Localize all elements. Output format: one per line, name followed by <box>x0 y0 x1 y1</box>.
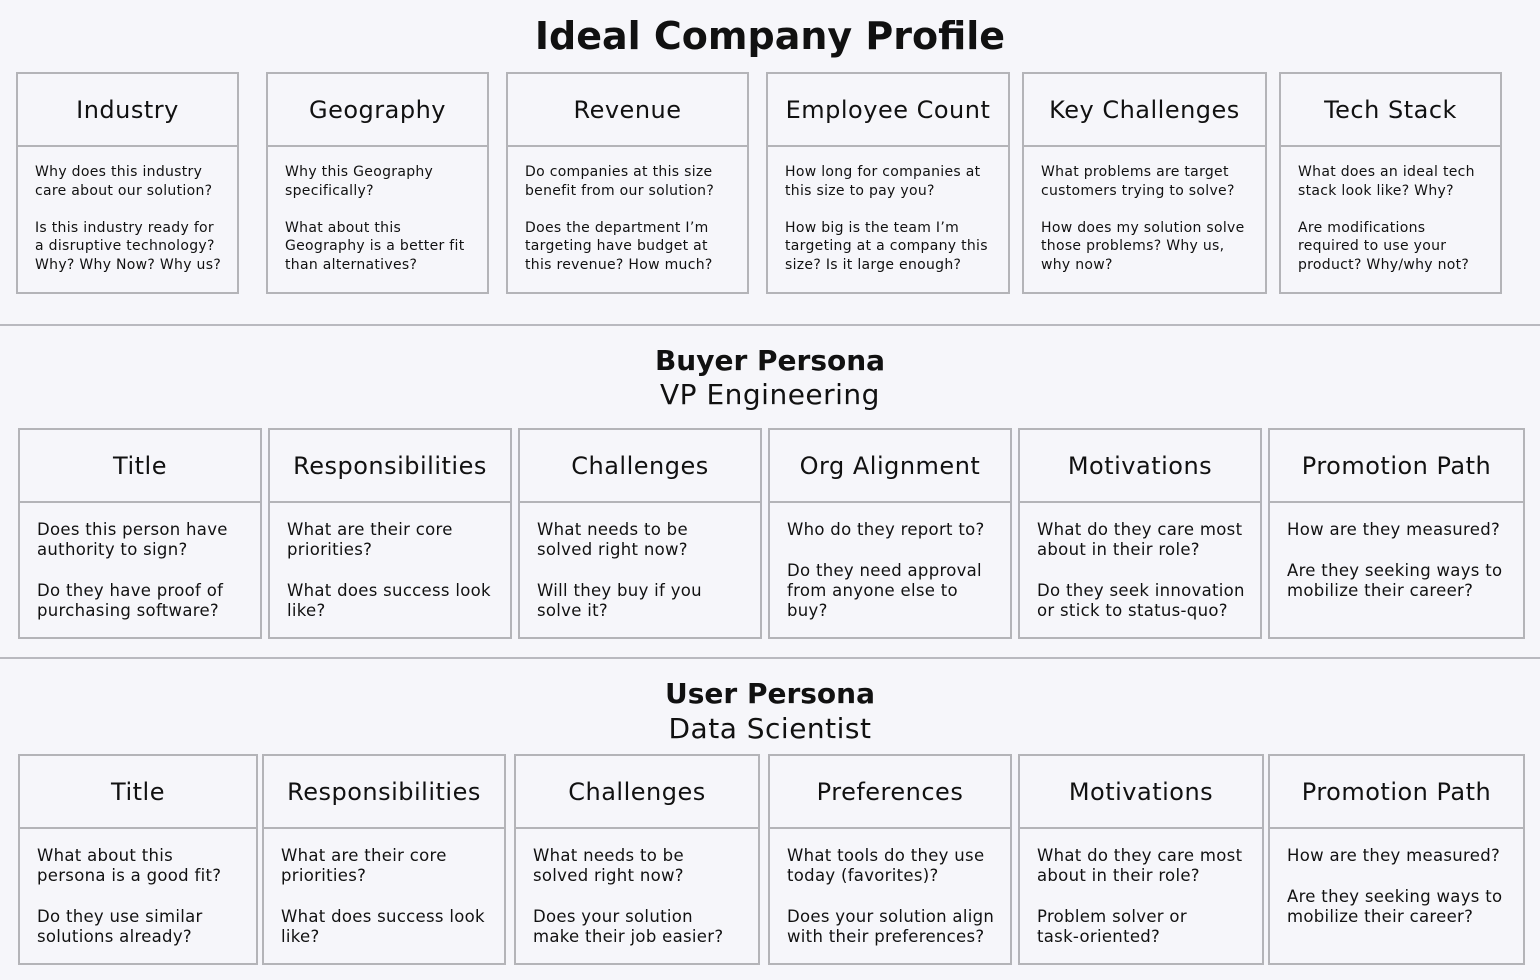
buyer-card-motivations <box>1018 428 1262 639</box>
card-title: Responsibilities <box>264 756 504 829</box>
card-title: Motivations <box>1020 430 1260 503</box>
card-title: Title <box>20 756 256 829</box>
user-card-challenges <box>514 754 760 965</box>
card-body: Who do they report to? Do they need approval from anyone else to buy? <box>787 520 985 621</box>
icp-card-geography <box>266 72 489 294</box>
icp-card-employee-count <box>766 72 1010 294</box>
card-body: How long for companies at this size to pay you? How big is the team I’m targeting at a company this size? Is it large enough? <box>785 164 988 273</box>
card-title: Challenges <box>516 756 758 829</box>
buyer-persona-title: Buyer Persona <box>654 344 886 377</box>
card-body: What problems are target customers trying to solve? How does my solution solve those problems? Why us, why now? <box>1041 164 1245 273</box>
card-body: What are their core priorities? What does success look like? <box>281 846 485 947</box>
card-title: Title <box>20 430 260 503</box>
card-body: What does an ideal tech stack look like? Why? Are modifications required to use your product? Why/why not? <box>1298 164 1475 273</box>
buyer-card-org-alignment <box>768 428 1012 639</box>
card-title: Org Alignment <box>770 430 1010 503</box>
user-card-promotion-path <box>1268 754 1525 965</box>
card-body: Does this person have authority to sign? Do they have proof of purchasing software? <box>37 520 228 621</box>
section-divider <box>0 657 1540 659</box>
icp-card-key-challenges <box>1022 72 1267 294</box>
buyer-persona-subtitle: VP Engineering <box>660 378 880 411</box>
card-body: What do they care most about in their role? Problem solver or task-oriented? <box>1037 846 1243 947</box>
card-title: Challenges <box>520 430 760 503</box>
card-title: Promotion Path <box>1270 756 1523 829</box>
card-body: What needs to be solved right now? Does your solution make their job easier? <box>533 846 724 947</box>
card-title: Promotion Path <box>1270 430 1523 503</box>
card-body: What tools do they use today (favorites)? Does your solution align with their preferences? <box>787 846 995 947</box>
buyer-card-challenges <box>518 428 762 639</box>
card-body: What about this persona is a good fit? Do they use similar solutions already? <box>37 846 222 947</box>
icp-card-revenue <box>506 72 749 294</box>
card-body: Why this Geography specifically? What about this Geography is a better fit than alternatives? <box>285 164 465 273</box>
card-title: Preferences <box>770 756 1010 829</box>
card-body: How are they measured? Are they seeking ways to mobilize their career? <box>1287 520 1503 600</box>
buyer-card-responsibilities <box>268 428 512 639</box>
card-body: What needs to be solved right now? Will they buy if you solve it? <box>537 520 702 621</box>
buyer-card-promotion-path <box>1268 428 1525 639</box>
user-card-responsibilities <box>262 754 506 965</box>
card-title: Responsibilities <box>270 430 510 503</box>
icp-card-tech-stack <box>1279 72 1502 294</box>
card-title: Geography <box>268 74 487 147</box>
card-title: Motivations <box>1020 756 1262 829</box>
user-card-preferences <box>768 754 1012 965</box>
icp-card-industry <box>16 72 239 294</box>
card-body: What do they care most about in their role? Do they seek innovation or stick to status-quo? <box>1037 520 1245 621</box>
user-card-title <box>18 754 258 965</box>
card-body: How are they measured? Are they seeking ways to mobilize their career? <box>1287 846 1503 926</box>
card-body: What are their core priorities? What does success look like? <box>287 520 491 621</box>
card-title: Industry <box>18 74 237 147</box>
card-title: Tech Stack <box>1281 74 1500 147</box>
card-body: Why does this industry care about our solution? Is this industry ready for a disruptive technology? Why? Why Now? Why us? <box>35 164 222 273</box>
card-title: Revenue <box>508 74 747 147</box>
buyer-card-title <box>18 428 262 639</box>
user-card-motivations <box>1018 754 1264 965</box>
card-body: Do companies at this size benefit from our solution? Does the department I’m targeting have budget at this revenue? How much? <box>525 164 715 273</box>
card-title: Employee Count <box>768 74 1008 147</box>
user-persona-title: User Persona <box>665 677 875 710</box>
section-divider <box>0 324 1540 326</box>
user-persona-subtitle: Data Scientist <box>668 712 872 745</box>
icp-title: Ideal Company Profile <box>534 14 1006 58</box>
card-title: Key Challenges <box>1024 74 1265 147</box>
